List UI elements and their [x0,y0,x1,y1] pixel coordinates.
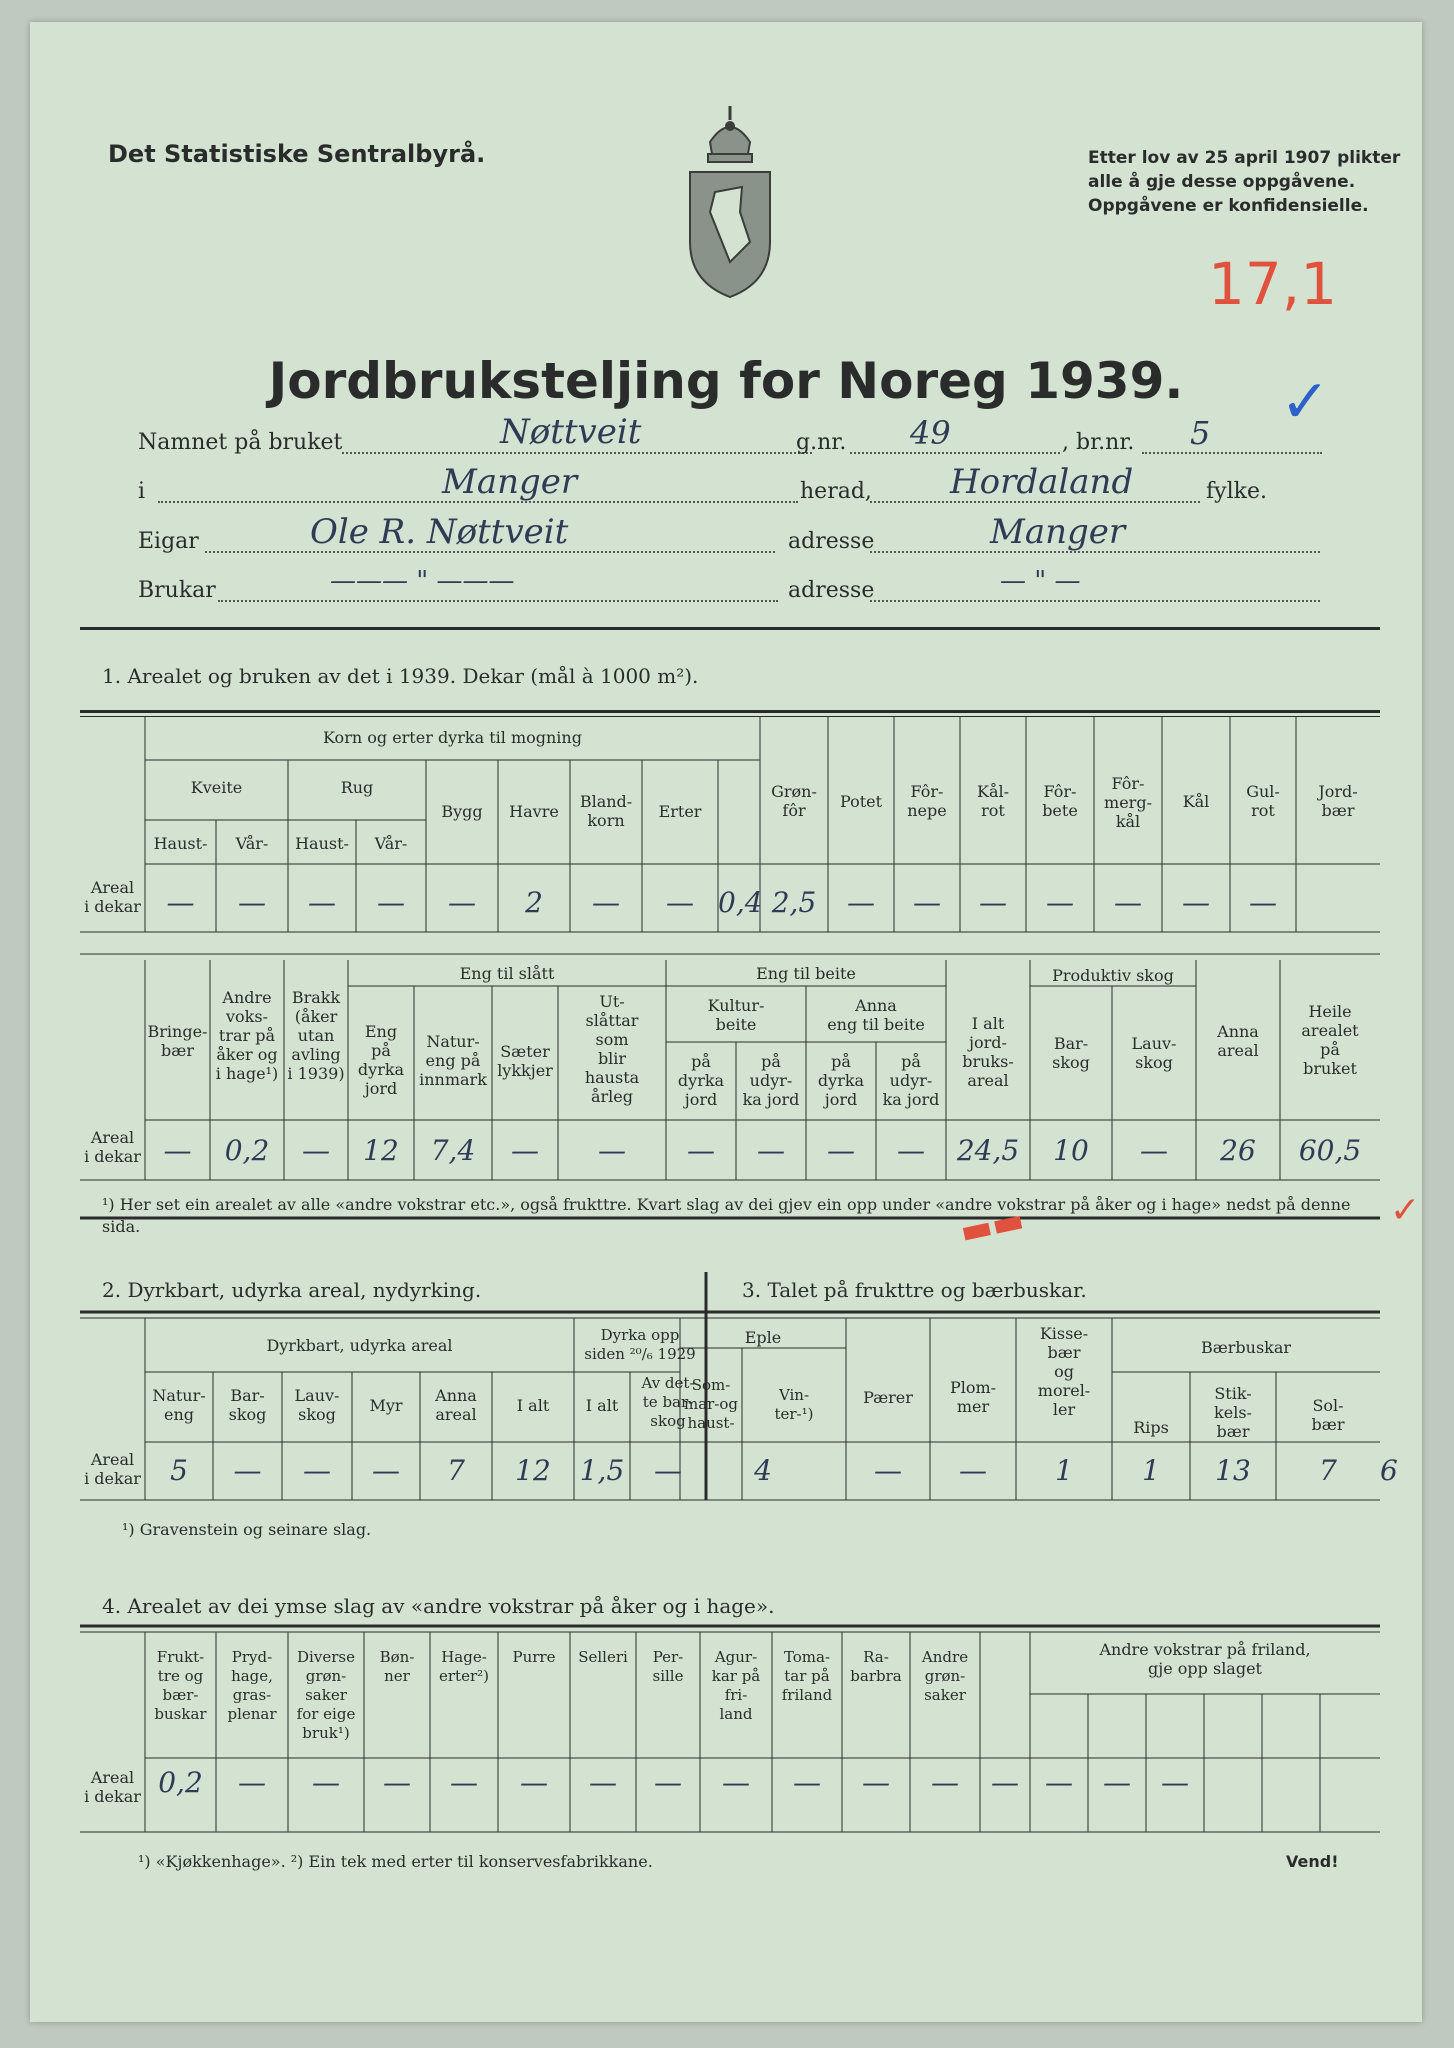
user-label: Brukar [138,578,216,603]
s2-value-cell[interactable]: 1,5 [579,1454,625,1487]
s4-col-header: Toma- tar på friland [781,1648,833,1704]
footnote-3: ¹) «Kjøkkenhage». ²) Ein tek med erter til konservesfabrikkane. [138,1852,653,1871]
utslattar-header: Ut- slåttar som blir hausta årleg [584,992,640,1106]
fornepe-header: Fôr- nepe [907,782,947,820]
s1b-value-cell[interactable]: — [827,1134,855,1167]
av-dette-barskog-header: Av det- te bar- skog [641,1374,695,1430]
s4-col-header: Diverse grøn- saker for eige bruk¹) [296,1648,356,1742]
s4-value-cell[interactable]: — [991,1766,1019,1799]
census-form-sheet: Det Statistiske Sentralbyrå. Etter lov av 25 april 1907 plikter alle å gje desse oppgåvene. Oppgåvene er konfidensielle. 17,1 ✓ Jordbruksteljing for Noreg 1939. Namnet på bruket Nøttveit g.nr. 49 , br.nr. 5 i Manger herad, Hordaland fylke. Eigar Ole R. Nøttveit adresse Manger Brukar ——— " ——— adresse — " — 1. Arealet og bruken av det i 1939. Dekar (mål à 1000 m²). Korn og erter dyrka til mogning Kveite Rug Haust- Vår- Haust- Vår- Bygg Havre Bland- korn Erter Grøn- fôr Potet Fôr- nepe Kål- rot Fôr- bete Fôr- merg- kål Kål Gul- rot Jord- bær Areal i dekar — — — — — 2 — — 0,4 2,5 — — — — — — — Bringe- bær Andre voks- trar på åker og i hage¹) Brakk (åker utan avling i 1939) Eng til slått Eng på dyrka jord Natur- eng på innmark Sæter lykkjer Ut- slåttar som blir hausta årleg Eng til beite Kultur- beite Anna eng til beite på dyrka jord på udyr- ka jord på dyrka jord på udyr- ka jord I alt jord- bruks- areal Produktiv skog Bar- skog Lauv- skog Anna areal Heile arealet på bruket Areal i dekar — 0,2 — 12 7,4 — — — — — — 24,5 10 — 26 60,5 ¹) Her set ein arealet av alle «andre vokstrar etc.», også frukttre. Kvart slag av dei gjev ein opp under «andre vokstrar på åker og i hage» nedst på denne sida. ▬▬ ✓ 2. Dyrkbart, udyrka areal, nydyrking. 3. Talet på frukttre og bærbuskar. Dyrkbart, udyrka areal Natur- eng Bar- skog Lauv- skog Myr Anna areal I alt Dyrka opp siden ²⁰/₆ 1929 I alt Av det- te bar- skog Eple Som- mar-og haust- Vin- ter-¹) Pærer Plom- mer Kisse- bær og morel- ler Bærbuskar Rips Stik- kels- bær Sol- bær Areal i dekar 5 — — — 7 12 1,5 — 4 — — 1 1 13 7 6 ¹) Gravenstein og seinare slag. 4. Arealet av dei ymse slag av «andre vokstrar på åker og i hage». Frukt- tre og bær- buskar Pryd- hage, gras- plenar Diverse grøn- saker for eige bruk¹) Bøn- ner Hage- erter²) Purre Selleri Per- sille Agur- kar på fri- land Toma- tar på friland Ra- barbra Andre grøn- saker Andre vokstrar på friland, gje opp slaget Areal i dekar 0,2 — — — — — — — — — — — — — — — ¹) «Kjøkkenhage». ²) Ein tek med erter til konservesfabrikkane. Vend! [30,22,1422,2022]
law-line-1: Etter lov av 25 april 1907 plikter [1088,148,1401,168]
municipality-value[interactable]: Manger [442,462,578,502]
s2-row-label: Areal i dekar [84,1450,141,1488]
brakk-header: Brakk (åker utan avling i 1939) [287,988,345,1083]
s4-col-header: Frukt- tre og bær- buskar [154,1648,207,1723]
s1b-value-cell[interactable]: — [687,1134,715,1167]
s1-value-cell[interactable]: — [1046,886,1074,919]
s1-value-cell[interactable]: — [666,886,694,919]
s1-value-cell[interactable]: — [1249,886,1277,919]
s1-row-label: Areal i dekar [84,878,141,916]
s1b-value-cell[interactable]: — [598,1134,626,1167]
s2-value-cell[interactable]: — [233,1454,262,1487]
fylke-label: fylke. [1206,479,1267,504]
s4-col-header: Bøn- ner [379,1648,415,1685]
s2-value-cell[interactable]: — [654,1454,682,1487]
s1b-value-cell[interactable]: 12 [363,1134,399,1167]
anna-areal-header: Anna areal [1217,1022,1259,1060]
gulrot-header: Gul- rot [1246,782,1280,820]
brnr-value[interactable]: 5 [1190,414,1211,452]
s1b-row-label: Areal i dekar [84,1128,141,1166]
grain-group-header: Korn og erter dyrka til mogning [323,728,582,747]
section-3-title: 3. Talet på frukttre og bærbuskar. [742,1278,1087,1302]
s1-value-cell[interactable]: — [979,886,1007,919]
s4-col-header: Pryd- hage, gras- plenar [227,1648,277,1723]
kalrot-header: Kål- rot [976,782,1009,820]
eng-dyrka-header: Eng på dyrka jord [357,1022,405,1098]
red-underline-mark: ▬▬ [956,1199,1028,1253]
gnr-value[interactable]: 49 [910,414,951,452]
heile-arealet-header: Heile arealet på bruket [1301,1002,1359,1078]
law-line-2: alle å gje desse oppgåvene. [1088,172,1356,192]
andre-vokstrar-header: Andre voks- trar på åker og i hage¹) [215,988,279,1083]
section-2-title: 2. Dyrkbart, udyrka areal, nydyrking. [102,1278,482,1302]
s1b-value-cell[interactable]: — [757,1134,785,1167]
vend-label: Vend! [1286,1852,1339,1871]
i-label: i [138,479,146,504]
owner-value[interactable]: Ole R. Nøttveit [310,512,569,552]
s1-value-cell[interactable]: — [238,886,266,919]
s3-value-cell[interactable]: 13 [1215,1454,1251,1487]
eng-beite-header: Eng til beite [756,964,856,983]
s1-value-cell[interactable]: — [913,886,941,919]
owner-address-label: adresse [788,529,875,554]
eng-slatt-header: Eng til slått [459,964,555,983]
s2-naturg-header: Natur- eng [152,1386,206,1424]
s1b-value-cell[interactable]: — [302,1134,330,1167]
s1b-value-cell[interactable]: 0,2 [224,1134,270,1167]
s3-value-cell[interactable]: 7 [1319,1454,1337,1487]
s3-value-cell[interactable]: — [959,1454,987,1487]
gronfor-header: Grøn- fôr [771,782,817,820]
s4-value-cell[interactable]: — [862,1766,890,1799]
bygg-header: Bygg [441,802,483,821]
kultur-udyrka-header: på udyr- ka jord [742,1052,800,1109]
s1b-value-cell[interactable]: 7,4 [430,1134,476,1167]
s1b-value-cell[interactable]: 60,5 [1298,1134,1362,1167]
stikkels-header: Stik- kels- bær [1214,1384,1252,1441]
s1-value-cell[interactable]: — [308,886,336,919]
havre-header: Havre [509,802,559,821]
s1-value-cell[interactable]: — [1114,886,1142,919]
owner-address-value[interactable]: Manger [990,512,1126,552]
s2-lauvskog-header: Lauv- skog [294,1386,340,1424]
nydyrka-header: Dyrka opp siden ²⁰/₆ 1929 [584,1326,696,1363]
s4-value-cell[interactable]: 0,2 [158,1766,203,1799]
red-handwritten-note: 17,1 [1208,250,1338,318]
s3-value-cell[interactable]: — [874,1454,902,1487]
jordbaer-header: Jord- bær [1318,782,1358,820]
s4-col-header: Ra- barbra [850,1648,902,1685]
s4-value-cell[interactable]: — [520,1766,548,1799]
s4-col-header: Selleri [578,1648,628,1666]
formergkal-header: Fôr- merg- kål [1104,774,1152,831]
kveite-var-header: Vår- [235,834,269,853]
s4-value-cell[interactable]: — [722,1766,750,1799]
rug-haust-header: Haust- [295,834,349,853]
bringebaer-header: Bringe- bær [147,1022,208,1060]
blue-check-icon: ✓ [1280,367,1331,437]
gnr-label: g.nr. [796,430,847,455]
s1-value-cell[interactable]: — [166,886,195,919]
s4-value-cell[interactable]: — [793,1766,821,1799]
s2-ialt-header: I alt [516,1396,550,1415]
eple-sommar-header: Som- mar-og haust- [683,1376,739,1432]
lauvskog-header: Lauv- skog [1131,1034,1177,1072]
red-check-mark: ✓ [1390,1190,1421,1231]
footnote-2: ¹) Gravenstein og seinare slag. [122,1520,372,1539]
user-address-label: adresse [788,578,875,603]
saeter-header: Sæter lykkjer [497,1042,553,1080]
s4-value-cell[interactable]: — [312,1766,340,1799]
i-alt-jordbruk-header: I alt jord- bruks- areal [962,1014,1014,1090]
s1-value-cell[interactable]: — [448,886,476,919]
kultur-dyrka-header: på dyrka jord [677,1052,725,1109]
herad-label: herad, [800,479,872,504]
s2-value-cell[interactable]: — [372,1454,400,1487]
eple-header: Eple [744,1328,782,1347]
s4-value-cell[interactable]: — [238,1766,266,1799]
farm-name-value[interactable]: Nøttveit [500,412,642,452]
rips-header: Rips [1133,1418,1169,1437]
user-address-value[interactable]: — " — [1000,566,1081,596]
s1b-value-cell[interactable]: — [897,1134,925,1167]
s1b-value-cell[interactable]: — [163,1134,192,1167]
eple-vinter-header: Vin- ter-¹) [774,1386,814,1423]
s4-col-header: Purre [512,1648,556,1666]
s1b-value-cell[interactable]: 10 [1053,1134,1089,1167]
kveite-haust-header: Haust- [153,834,208,853]
s2-value-cell[interactable]: 7 [447,1454,465,1487]
s1-value-cell[interactable]: — [847,886,875,919]
s4-value-cell[interactable]: — [383,1766,411,1799]
form-title: Jordbruksteljing for Noreg 1939. [268,352,1184,410]
anna-udyrka-header: på udyr- ka jord [882,1052,940,1109]
s4-col-header: Agur- kar på fri- land [711,1648,761,1723]
kisse-header: Kisse- bær og morel- ler [1037,1324,1091,1419]
farm-name-label: Namnet på bruket [138,430,343,455]
s4-value-cell[interactable]: — [1045,1766,1073,1799]
s2-value-cell[interactable]: 5 [170,1454,188,1487]
s4-value-cell[interactable]: — [589,1766,617,1799]
s4-value-cell[interactable]: — [450,1766,478,1799]
s1-value-cell[interactable]: 2,5 [771,886,817,919]
nydyrka-ialt-header: I alt [585,1396,619,1415]
s4-row-label: Areal i dekar [84,1768,141,1806]
s4-col-header: Andre grøn- saker [921,1648,969,1704]
s4-col-header: Hage- erter²) [439,1648,489,1685]
anna-eng-header: Anna eng til beite [827,996,925,1034]
s1b-value-cell[interactable]: — [511,1134,539,1167]
s3-value-cell[interactable]: 4 [754,1454,772,1487]
s2-barskog-header: Bar- skog [228,1386,267,1424]
law-line-3: Oppgåvene er konfidensielle. [1088,196,1369,216]
s1-value-cell[interactable]: — [592,886,620,919]
s1-value-cell[interactable]: 0,4 [718,886,763,919]
kal-header: Kål [1182,792,1210,811]
baerbuskar-header: Bærbuskar [1200,1338,1292,1357]
s1b-value-cell[interactable]: — [1140,1134,1168,1167]
s2-myr-header: Myr [369,1396,403,1415]
blandkorn-header: Bland- korn [579,792,633,830]
naturg-innmark-header: Natur- eng på innmark [419,1032,487,1089]
friland-header: Andre vokstrar på friland, gje opp slaget [1099,1640,1311,1678]
s3-value-cell[interactable]: 1 [1055,1454,1073,1487]
forbete-header: Fôr- bete [1042,782,1078,820]
brnr-label: , br.nr. [1062,430,1135,455]
dyrkbart-group-header: Dyrkbart, udyrka areal [266,1336,453,1355]
s1-value-cell[interactable]: 2 [525,886,543,919]
rug-header: Rug [340,778,374,797]
s1-value-cell[interactable]: — [377,886,405,919]
s4-value-cell[interactable]: — [654,1766,682,1799]
potet-header: Potet [839,792,883,811]
kulturbeite-header: Kultur- beite [707,996,765,1034]
s4-value-cell[interactable]: — [1161,1766,1189,1799]
s1-value-cell[interactable]: — [1182,886,1210,919]
section-4-title: 4. Arealet av dei ymse slag av «andre vokstrar på åker og i hage». [102,1594,775,1618]
section-1-title: 1. Arealet og bruken av det i 1939. Dekar (mål à 1000 m²). [102,664,699,688]
s2-value-cell[interactable]: — [303,1454,331,1487]
kveite-header: Kveite [190,778,243,797]
produktiv-skog-header: Produktiv skog [1052,966,1174,985]
paerer-header: Pærer [863,1388,913,1407]
s1b-value-cell[interactable]: 24,5 [956,1134,1020,1167]
s2-value-cell[interactable]: 12 [515,1454,551,1487]
user-value[interactable]: ——— " ——— [330,566,515,596]
solbaer-header: Sol- bær [1311,1396,1345,1434]
owner-label: Eigar [138,529,199,554]
plommer-header: Plom- mer [949,1378,997,1416]
agency-name: Det Statistiske Sentralbyrå. [108,140,486,168]
s3-value-cell[interactable]: 1 [1142,1454,1160,1487]
county-value[interactable]: Hordaland [950,462,1134,502]
s4-col-header: Per- sille [652,1648,684,1685]
barskog-header: Bar- skog [1052,1034,1090,1072]
rug-var-header: Vår- [374,834,408,853]
s4-value-cell[interactable]: — [1103,1766,1131,1799]
anna-dyrka-header: på dyrka jord [817,1052,865,1109]
s2-anna-header: Anna areal [435,1386,477,1424]
erter-header: Erter [658,802,702,821]
s1b-value-cell[interactable]: 26 [1220,1134,1256,1167]
footnote-1: ¹) Her set ein arealet av alle «andre vokstrar etc.», også frukttre. Kvart slag av dei gjev ein opp under «andre vokstrar på åker og i hage» nedst på denne sida. [102,1195,1351,1236]
s4-value-cell[interactable]: — [931,1766,959,1799]
